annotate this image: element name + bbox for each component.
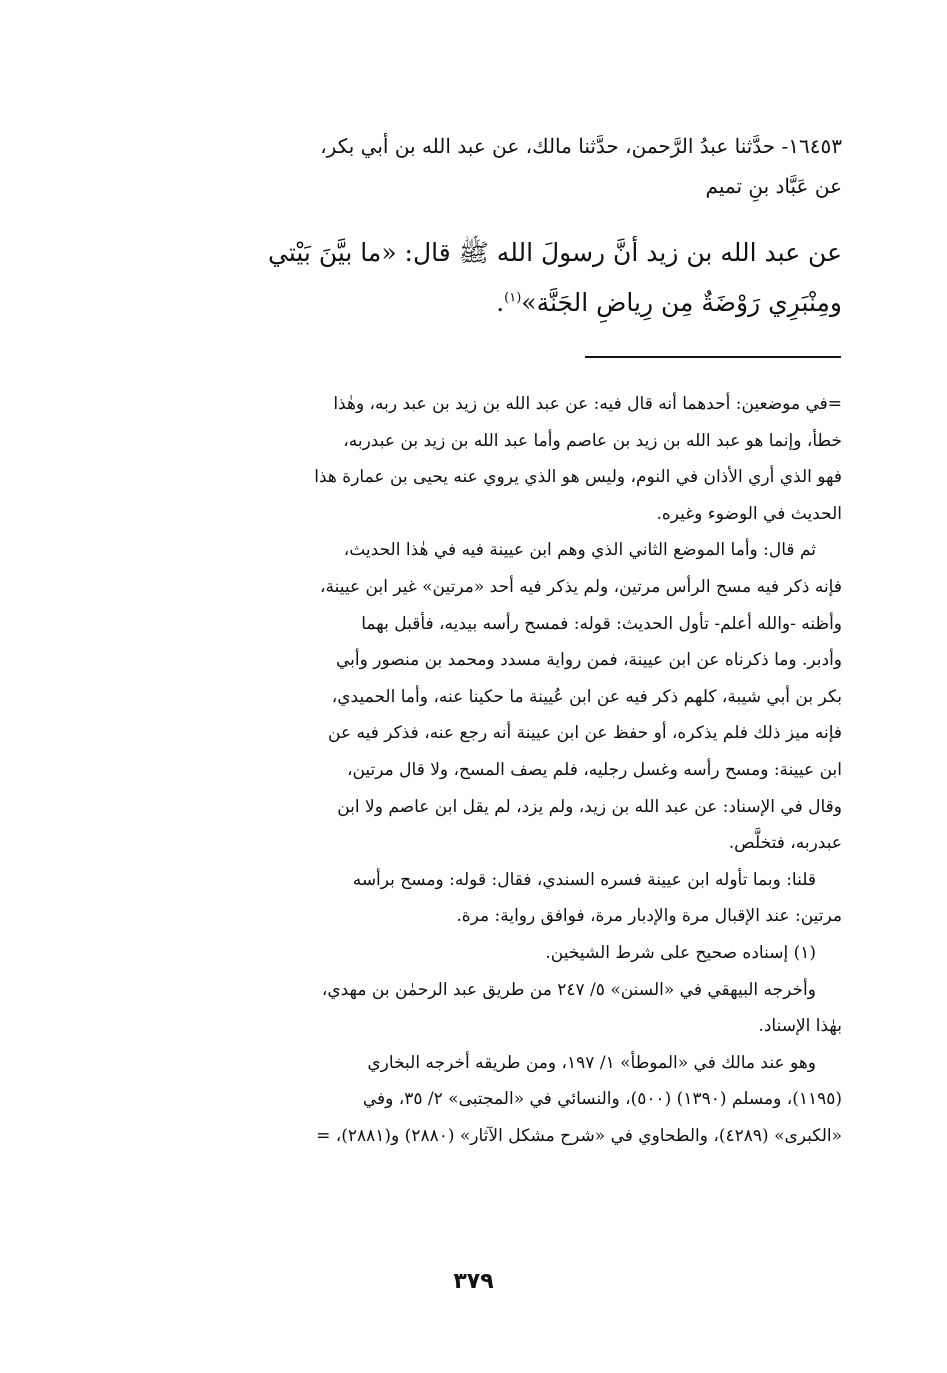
hadith-matn <box>128 228 842 328</box>
matn-line: عن عبد الله بن زيد أنَّ رسولَ الله ﷺ قال: «ما بيَّنَ بَيْتي <box>268 238 842 267</box>
hadith-isnad <box>128 126 842 206</box>
footnote-paragraph <box>128 862 842 935</box>
footnote-line: وأدبر. وما ذكرناه عن ابن عيينة، فمن رواية مسدد ومحمد بن منصور وأبي <box>336 650 842 671</box>
matn-end: . <box>496 288 505 317</box>
footnote-line: ابن عيينة: ومسح رأسه وغسل رجليه، فلم يصف المسح، ولا قال مرتين، <box>346 759 842 780</box>
isnad-line: عن عَبَّاد بنِ تميم <box>705 174 842 198</box>
footnote-line: «الكبرى» (٤٢٨٩)، والطحاوي في «شرح مشكل الآثار» (٢٨٨٠) و(٢٨٨١)، = <box>316 1125 842 1146</box>
footnote-line: فإنه ذكر فيه مسح الرأس مرتين، ولم يذكر فيه أحد «مرتين» غير ابن عيينة، <box>320 576 842 597</box>
footnote-line: وهو عند مالك في «الموطأ» ١/ ١٩٧، ومن طريقه أخرجه البخاري <box>367 1052 816 1073</box>
footnote-paragraph <box>128 532 842 861</box>
footnote-divider <box>585 356 841 358</box>
footnote-line: (١١٩٥)، ومسلم (١٣٩٠) (٥٠٠)، والنسائي في «المجتبى» ٢/ ٣٥، وفي <box>362 1089 842 1110</box>
footnote-line: بكر بن أبي شيبة، كلهم ذكر فيه عن ابن عُيينة ما حكينا عنه، وأما الحميدي، <box>331 686 842 707</box>
footnote-line: (١) إسناده صحيح على شرط الشيخين. <box>545 942 816 963</box>
footnote-line: مرتين: عند الإقبال مرة والإدبار مرة، فوافق رواية: مرة. <box>456 906 842 927</box>
footnote-paragraph <box>128 1045 842 1155</box>
footnote-line: بهٰذا الإسناد. <box>758 1016 842 1037</box>
footnote-line: وأخرجه البيهقي في «السنن» ٥/ ٢٤٧ من طريق عبد الرحمٰن بن مهدي، <box>321 979 816 1000</box>
footnote-line: ثم قال: وأما الموضع الثاني الذي وهم ابن عيينة فيه في هٰذا الحديث، <box>343 540 816 561</box>
matn-text: ومِنْبَرِي رَوْضَةٌ مِن رِياضِ الجَنَّة» <box>521 288 842 317</box>
footnote-line: قلنا: وبما تأوله ابن عيينة فسره السندي، فقال: قوله: ومسح برأسه <box>352 869 816 890</box>
footnote-line: الحديث في الوضوء وغيره. <box>656 503 842 524</box>
footnote-line: فإنه ميز ذلك فلم يذكره، أو حفظ عن ابن عيينة أنه رجع عنه، فذكر فيه عن <box>328 723 842 744</box>
matn-line <box>128 278 842 328</box>
footnote-line: عبدربه، فتخلَّص. <box>728 833 842 854</box>
page-number: ٣٧٩ <box>453 1269 494 1294</box>
footnote-continuation <box>128 386 842 532</box>
footnote-line: وأظنه -والله أعلم- تأول الحديث: قوله: فمسح رأسه بيديه، فأقبل بهما <box>361 613 842 634</box>
footnote-line: وقال في الإسناد: عن عبد الله بن زيد، ولم يزد، لم يقل ابن عاصم ولا ابن <box>337 796 842 817</box>
footnote-line: =في موضعين: أحدهما أنه قال فيه: عن عبد الله بن زيد بن عبد ربه، وهٰذا <box>333 394 842 414</box>
isnad-line: ١٦٤٥٣- حدَّثنا عبدُ الرَّحمن، حدَّثنا مالك، عن عبد الله بن أبي بكر، <box>320 134 842 158</box>
footnote-reference: (١) <box>504 290 522 306</box>
footnote-paragraph <box>128 972 842 1045</box>
footnotes-section <box>128 386 842 1154</box>
footnote-line: فهو الذي أري الأذان في النوم، وليس هو الذي يروي عنه يحيى بن عمارة هذا <box>314 467 842 488</box>
footnote-line: خطأ، وإنما هو عبد الله بن زيد بن عاصم وأما عبد الله بن زيد بن عبدربه، <box>343 430 842 451</box>
footnote-1 <box>128 935 842 972</box>
